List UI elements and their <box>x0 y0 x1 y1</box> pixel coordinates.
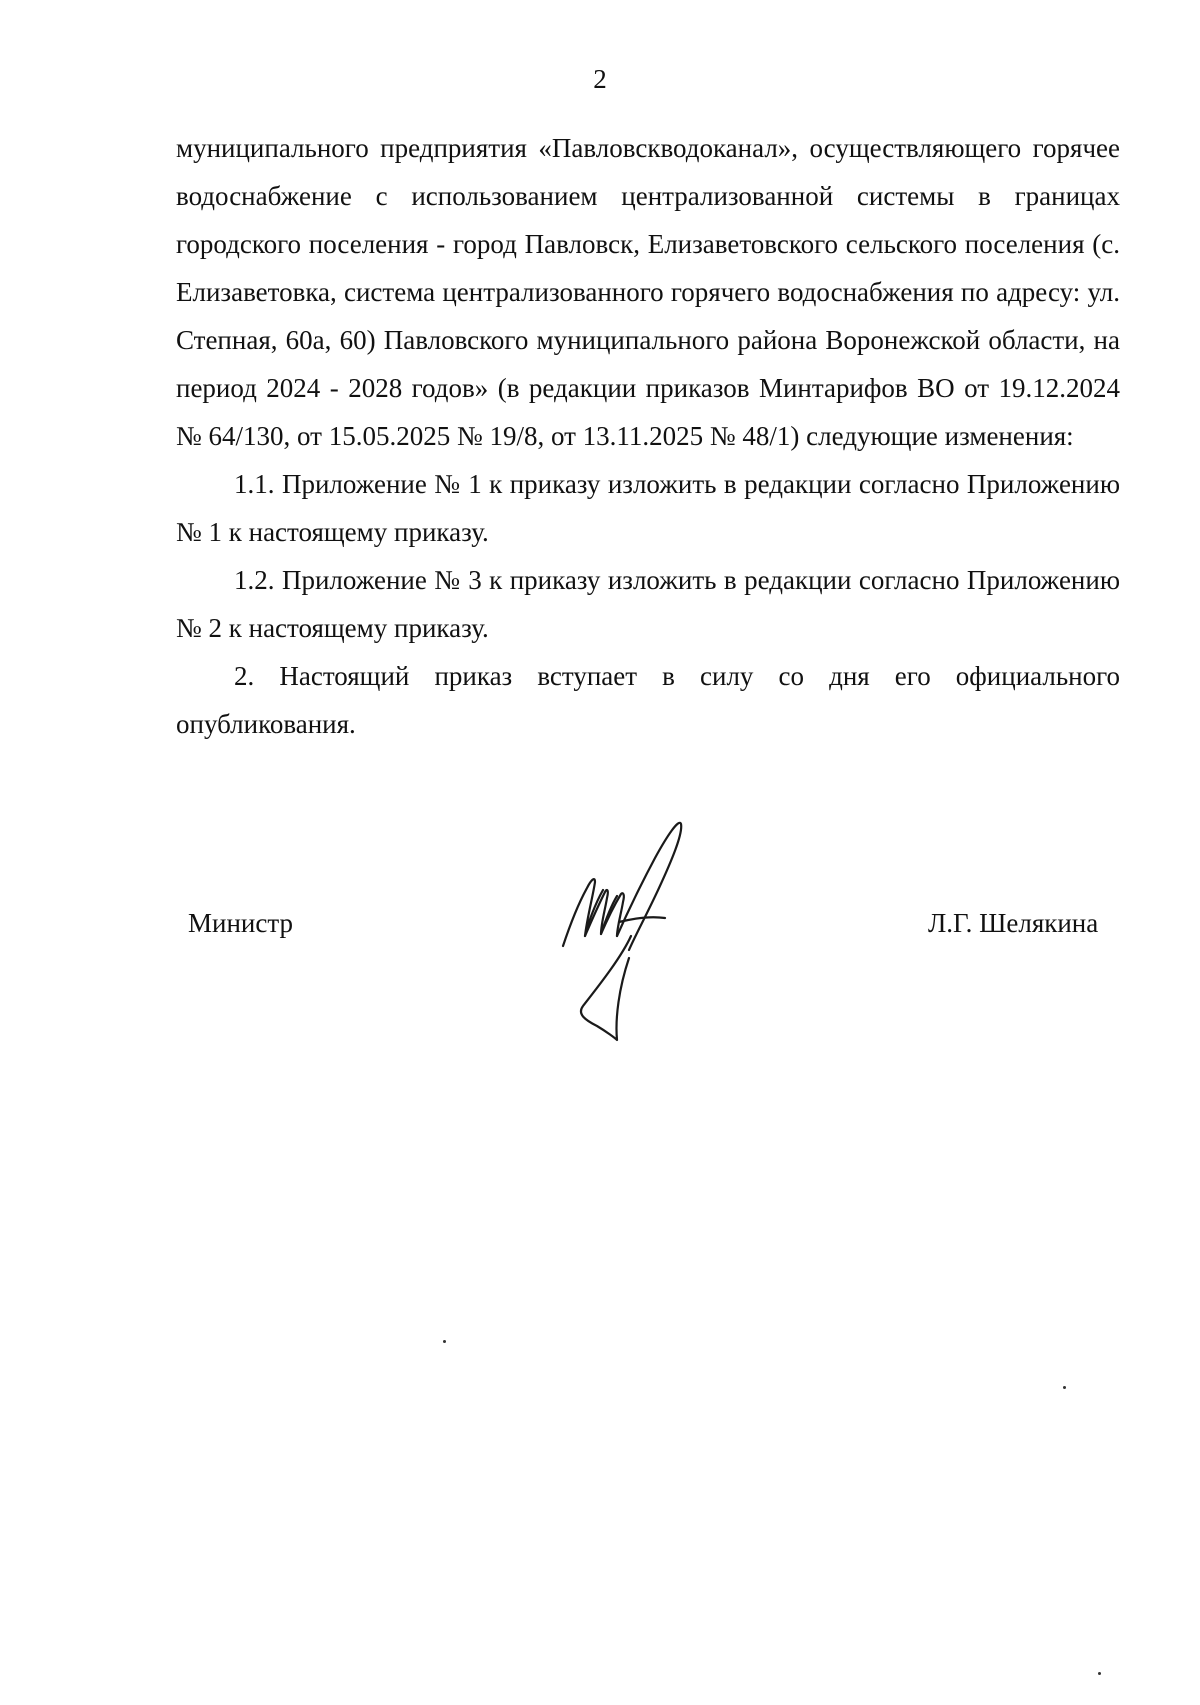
paragraph-continuation: муниципального предприятия «Павловскводоканал», осуществляющего горячее водоснабжение с использованием централизованной системы в границах городского поселения - город Павловск, Елизаветовского сельского поселения (с. Елизаветовка, система централизованного горячего водоснабжения по адресу: ул. Степная, 60а, 60) Павловского муниципального района Воронежской области, на период 2024 - 2028 годов» (в редакции приказов Минтарифов ВО от 19.12.2024 № 64/130, от 15.05.2025 № 19/8, от 13.11.2025 № 48/1) следующие изменения: <box>176 133 1120 451</box>
page-number: 2 <box>593 64 607 94</box>
scan-speck <box>443 1340 446 1343</box>
item-1-1: 1.1. Приложение № 1 к приказу изложить в редакции согласно Приложению № 1 к настоящему приказу. <box>176 469 1120 547</box>
item-1-2: 1.2. Приложение № 3 к приказу изложить в редакции согласно Приложению № 2 к настоящему приказу. <box>176 565 1120 643</box>
handwritten-signature <box>555 818 705 1043</box>
scan-speck <box>1063 1386 1066 1389</box>
document-body <box>176 124 1120 748</box>
scan-speck <box>1098 1672 1101 1675</box>
item-2: 2. Настоящий приказ вступает в силу со дня его официального опубликования. <box>176 661 1120 739</box>
signatory-title: Министр <box>188 908 293 938</box>
signatory-name: Л.Г. Шелякина <box>928 908 1099 938</box>
